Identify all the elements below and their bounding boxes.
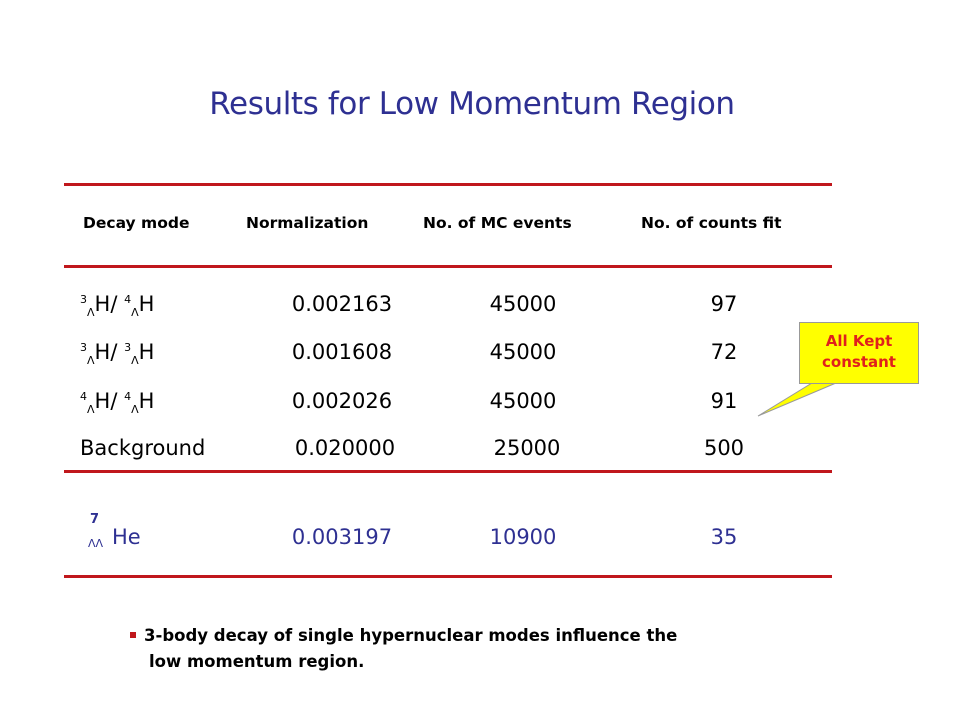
- header-decay-mode: Decay mode: [83, 214, 190, 232]
- element-symbol: H: [138, 292, 155, 316]
- element-symbol: H/: [94, 340, 125, 364]
- mass-number: 3: [124, 341, 132, 354]
- mass-number: 3: [80, 341, 87, 354]
- element-symbol: He: [112, 525, 141, 549]
- mass-number: 3: [80, 293, 87, 306]
- table-cell-counts-fit: 91: [710, 389, 738, 413]
- element-symbol: H: [138, 389, 155, 413]
- header-normalization: Normalization: [246, 214, 369, 232]
- callout-line2: constant: [822, 353, 896, 371]
- hyperon-symbol: Λ: [131, 354, 139, 368]
- table-cell-counts-fit: 500: [703, 436, 745, 460]
- hyperon-symbol: ΛΛ: [88, 537, 104, 550]
- table-cell-counts-fit: 72: [710, 340, 738, 364]
- mass-number: 4: [124, 390, 132, 403]
- element-symbol: H/: [94, 389, 125, 413]
- mass-number: 4: [124, 293, 132, 306]
- callout-line1: All Kept: [825, 332, 893, 350]
- table-cell-mc-events: 45000: [489, 340, 557, 364]
- hyperon-symbol: Λ: [87, 306, 95, 320]
- signal-mc-events: 10900: [489, 525, 557, 549]
- table-cell-normalization: 0.020000: [294, 436, 396, 460]
- table-cell-normalization: 0.001608: [291, 340, 393, 364]
- table-cell-counts-fit: 97: [710, 292, 738, 316]
- element-symbol: H: [138, 340, 155, 364]
- callout-all-kept-constant: [799, 322, 919, 384]
- element-symbol: H/: [94, 292, 125, 316]
- header-mc-events: No. of MC events: [423, 214, 572, 232]
- signal-normalization: 0.003197: [291, 525, 393, 549]
- table-cell-mc-events: 45000: [489, 389, 557, 413]
- hyperon-symbol: Λ: [131, 306, 139, 320]
- signal-counts-fit: 35: [710, 525, 738, 549]
- bullet-line1-text: 3-body decay of single hypernuclear modes influence the: [144, 626, 678, 645]
- table-cell-decay-mode: Background: [80, 436, 206, 460]
- table-cell-mc-events: 25000: [493, 436, 561, 460]
- mass-number: 7: [90, 512, 100, 527]
- hyperon-symbol: Λ: [131, 403, 139, 417]
- bullet-text-line2: low momentum region.: [149, 652, 365, 671]
- table-cell-mc-events: 45000: [489, 292, 557, 316]
- bullet-square-icon: [130, 632, 136, 638]
- header-counts-fit: No. of counts fit: [641, 214, 782, 232]
- hyperon-symbol: Λ: [87, 403, 95, 417]
- table-cell-normalization: 0.002163: [291, 292, 393, 316]
- bullet-text-line1: [130, 626, 677, 645]
- hyperon-symbol: Λ: [87, 354, 95, 368]
- mass-number: 4: [80, 390, 87, 403]
- table-cell-normalization: 0.002026: [291, 389, 393, 413]
- slide-title: Results for Low Momentum Region: [209, 86, 735, 122]
